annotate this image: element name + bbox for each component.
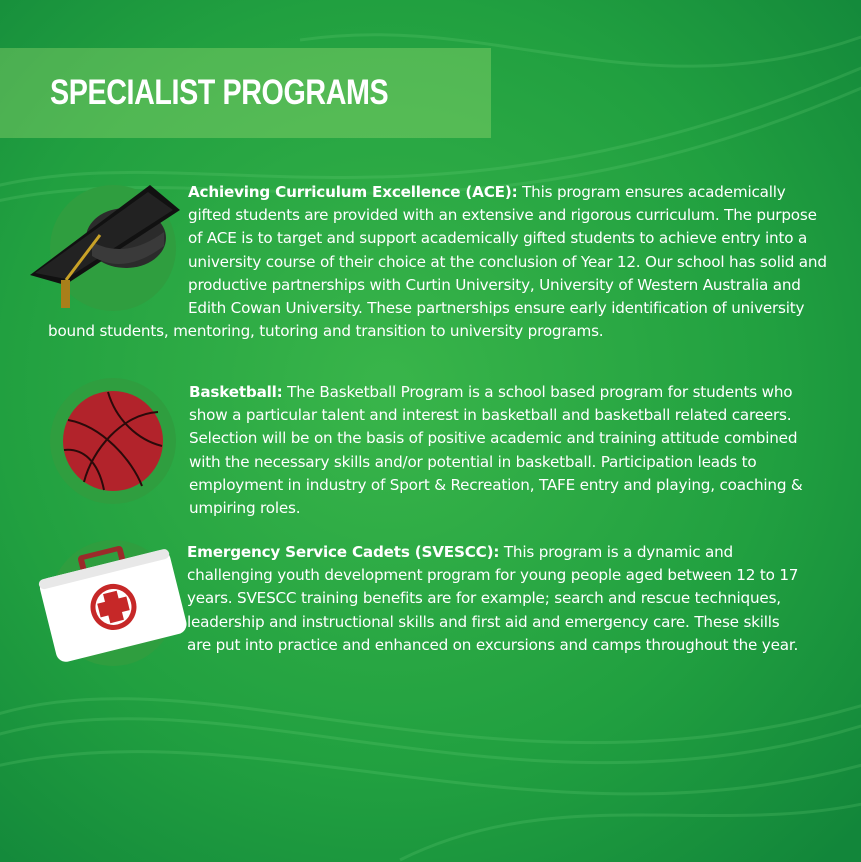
program-ace [48,181,828,343]
program-description: The Basketball Program is a school based program for students who show a particular talent and interest in basketball and basketball related careers. Selection will be on the basis of positive academic and training attitude combined with the necessary skills and/or potential in basketball. Participation leads to employment in industry of Sport & Recreation, TAFE entry and playing, coaching & umpiring roles. [189,383,803,518]
program-name: Achieving Curriculum Excellence (ACE): [188,183,518,201]
program-name: Basketball: [189,383,283,401]
program-basketball [189,381,809,520]
basketball-icon [62,390,164,492]
program-description: This program ensures academically gifted students are provided with an extensive and rigorous curriculum. The purpose of ACE is to target and support academically gifted students to achieve entry into a university course of their choice at the conclusion of Year 12. Our school has solid and productive partnerships with Curtin University, University of Western Australia and Edith Cowan University. These partnerships ensure early identification of university bound students, mentoring, tutoring and transition to university programs. [48,183,827,341]
program-description: This program is a dynamic and challenging youth development program for young people aged between 12 to 17 years. SVESCC training benefits are for example; search and rescue techniques, leadership and instructional skills and first aid and emergency care. These skills are put into practice and enhanced on excursions and camps throughout the year. [187,543,799,654]
page-title: SPECIALIST PROGRAMS [50,73,389,112]
float-spacer [48,181,188,320]
first-aid-kit-icon [38,545,188,660]
program-svescc [187,541,807,657]
program-name: Emergency Service Cadets (SVESCC): [187,543,500,561]
